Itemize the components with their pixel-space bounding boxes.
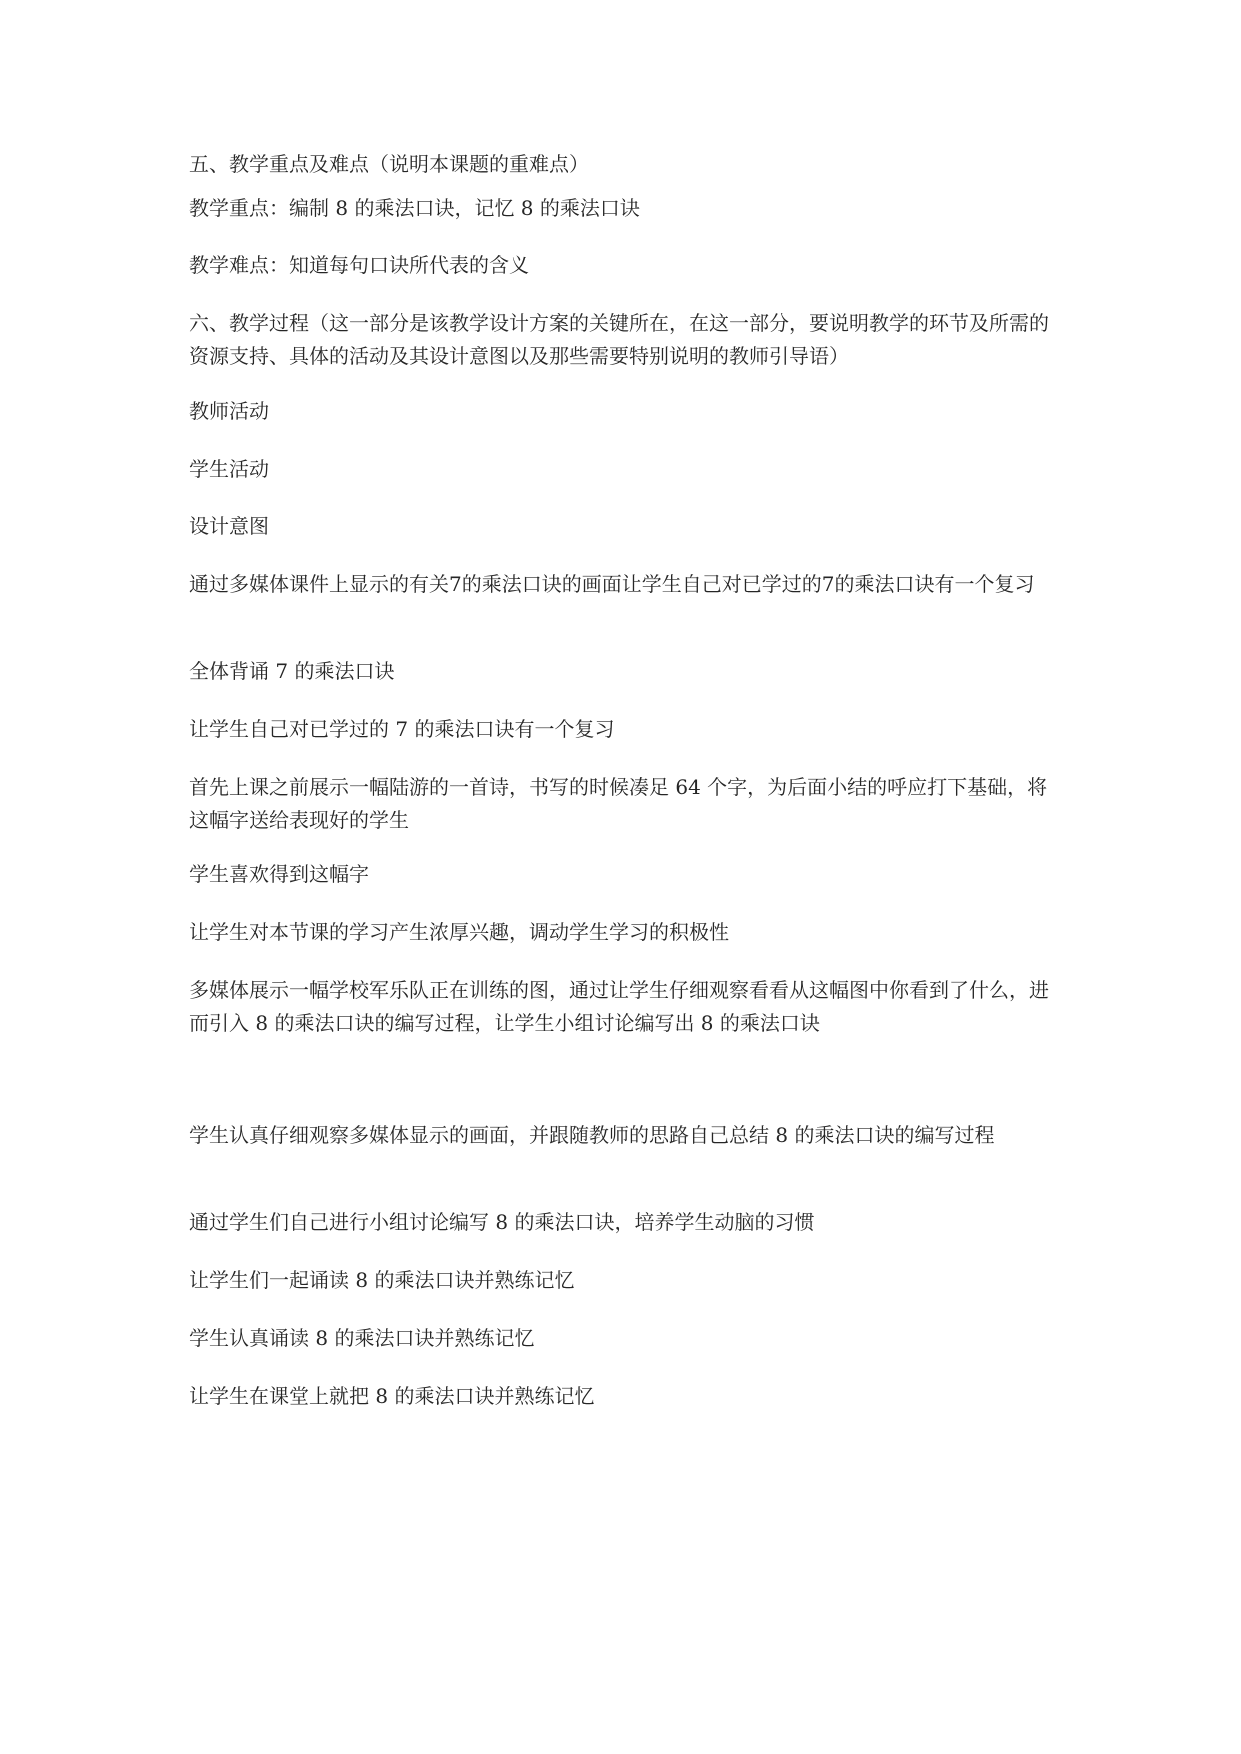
paragraph-band-picture: 多媒体展示一幅学校军乐队正在训练的图，通过让学生仔细观察看看从这幅图中你看到了什么，进而引入 8 的乘法口诀的编写过程，让学生小组讨论编写出 8 的乘法口诀 (189, 978, 1049, 1035)
paragraph-students-like: 学生喜欢得到这幅字 (189, 862, 369, 886)
paragraph-recite-7: 全体背诵 7 的乘法口诀 (189, 659, 395, 683)
paragraph-key-point: 教学重点：编制 8 的乘法口诀，记忆 8 的乘法口诀 (189, 196, 640, 220)
paragraph-review-7: 让学生自己对已学过的 7 的乘法口诀有一个复习 (189, 717, 615, 741)
paragraph-memorize-class: 让学生在课堂上就把 8 的乘法口诀并熟练记忆 (189, 1384, 595, 1408)
paragraph-interest: 让学生对本节课的学习产生浓厚兴趣，调动学生学习的积极性 (189, 920, 729, 944)
paragraph-observe: 学生认真仔细观察多媒体显示的画面，并跟随教师的思路自己总结 8 的乘法口诀的编写过程 (189, 1123, 995, 1147)
paragraph-read-carefully: 学生认真诵读 8 的乘法口诀并熟练记忆 (189, 1326, 535, 1350)
paragraph-design-intent: 设计意图 (189, 514, 269, 538)
paragraph-review-multimedia: 通过多媒体课件上显示的有关7的乘法口诀的画面让学生自己对已学过的7的乘法口诀有一个复习 (189, 572, 1035, 596)
paragraph-read-together: 让学生们一起诵读 8 的乘法口诀并熟练记忆 (189, 1268, 575, 1292)
section-heading-key-points: 五、教学重点及难点（说明本课题的重难点） (189, 152, 589, 176)
paragraph-teacher-activity: 教师活动 (189, 399, 269, 423)
paragraph-poem: 首先上课之前展示一幅陆游的一首诗，书写的时候凑足 64 个字，为后面小结的呼应打下基础，将这幅字送给表现好的学生 (189, 775, 1048, 832)
paragraph-difficult-point: 教学难点：知道每句口诀所代表的含义 (189, 253, 529, 277)
paragraph-group-discussion: 通过学生们自己进行小组讨论编写 8 的乘法口诀，培养学生动脑的习惯 (189, 1210, 815, 1234)
section-heading-process: 六、教学过程（这一部分是该教学设计方案的关键所在，在这一部分，要说明教学的环节及所需的资源支持、具体的活动及其设计意图以及那些需要特别说明的教师引导语） (189, 311, 1049, 368)
paragraph-student-activity: 学生活动 (189, 457, 269, 481)
